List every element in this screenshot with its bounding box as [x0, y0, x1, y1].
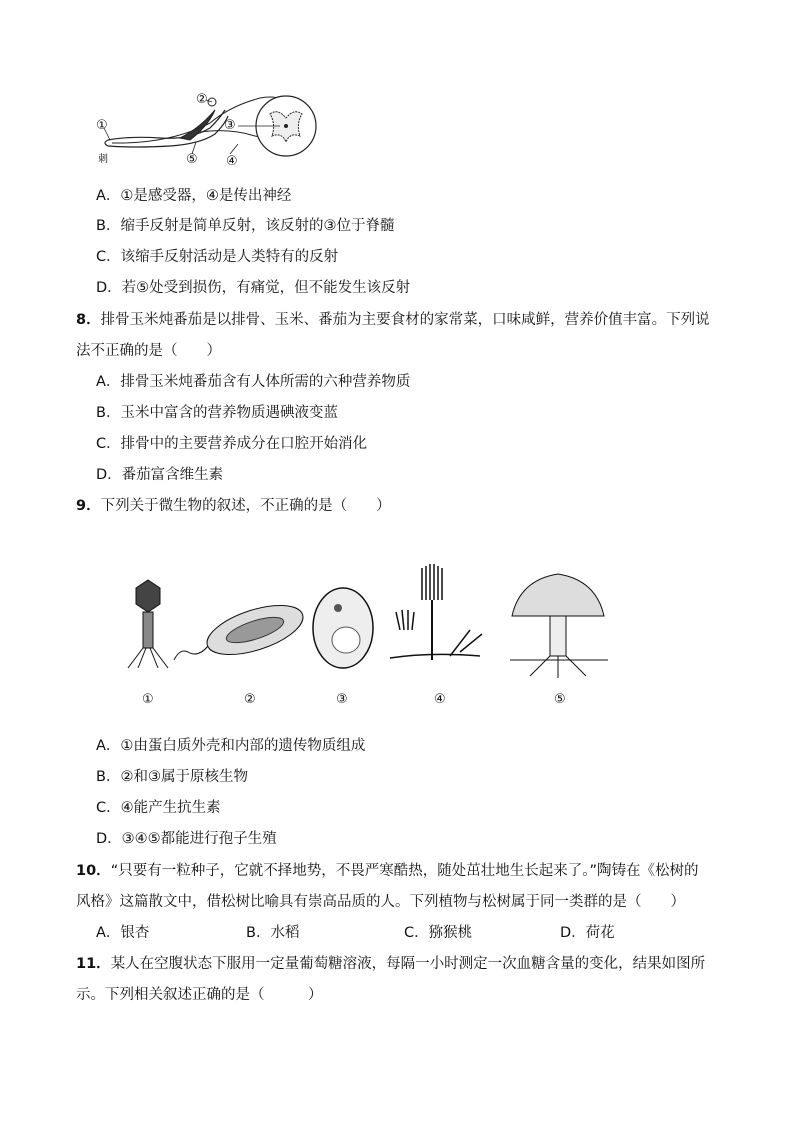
q8-option-b: B．玉米中富含的营养物质遇碘液变蓝: [96, 405, 338, 421]
bacteriophage-icon: [128, 580, 168, 668]
q9-option-b: B．②和③属于原核生物: [96, 769, 248, 785]
q8-option-c: C．排骨中的主要营养成分在口腔开始消化: [96, 436, 368, 452]
q9-option-d: D．③④⑤都能进行孢子生殖: [96, 831, 277, 847]
microbes-figure: [110, 560, 630, 710]
microbe-label-4: ④: [434, 692, 446, 707]
reflex-arc-figure: [90, 88, 330, 170]
q10-option-b: B．水稻: [246, 925, 300, 941]
q9-option-a: A．①由蛋白质外壳和内部的遗传物质组成: [96, 738, 366, 754]
reflex-label-4: ④: [226, 154, 238, 169]
q10-stem-text: “只要有一粒种子，它就不择地势，不畏严寒酷热，随处茁壮地生长起来了。”陶铸在《松树的: [110, 863, 699, 879]
microbes-drawing: [110, 560, 630, 680]
microbe-label-2: ②: [244, 692, 256, 707]
microbe-label-5: ⑤: [554, 692, 566, 707]
q8-option-a: A．排骨玉米炖番茄含有人体所需的六种营养物质: [96, 374, 411, 390]
microbe-label-3: ③: [336, 692, 348, 707]
reflex-label-2: ②: [196, 92, 208, 107]
reflex-stim-label: 刺: [98, 154, 108, 165]
reflex-arc-drawing: [90, 88, 330, 170]
q8-number: 8．: [76, 312, 101, 328]
reflex-label-1: ①: [96, 118, 108, 133]
q8-stem-text: 排骨玉米炖番茄是以排骨、玉米、番茄为主要食材的家常菜，口味咸鲜，营养价值丰富。下列说: [100, 312, 710, 328]
q11-stem-text: 某人在空腹状态下服用一定量葡萄糖溶液，每隔一小时测定一次血糖含量的变化，结果如图所: [110, 956, 706, 972]
q8-stem-line2: 法不正确的是（ ）: [76, 343, 221, 359]
q7-option-d: D．若⑤处受到损伤，有痛觉，但不能发生该反射: [96, 280, 411, 296]
q10-number: 10．: [76, 863, 111, 879]
q10-option-a: A．银杏: [96, 925, 150, 941]
q10-stem-line2: 风格》这篇散文中，借松树比喻具有崇高品质的人。下列植物与松树属于同一类群的是（ ）: [76, 894, 685, 910]
q7-option-c: C．该缩手反射活动是人类特有的反射: [96, 249, 339, 265]
q7-option-a: A．①是感受器，④是传出神经: [96, 188, 292, 204]
q7-option-b: B．缩手反射是简单反射，该反射的③位于脊髓: [96, 218, 395, 234]
reflex-label-3: ③: [224, 118, 236, 133]
q9-stem: [76, 496, 391, 516]
q9-option-c: C．④能产生抗生素: [96, 800, 221, 816]
yeast-cell-icon: [313, 588, 373, 668]
q10-stem-line1: [76, 861, 698, 881]
q9-stem-text: 下列关于微生物的叙述，不正确的是（ ）: [100, 498, 391, 514]
q11-stem-line1: [76, 954, 705, 974]
reflex-label-5: ⑤: [186, 152, 198, 167]
q8-stem-line1: [76, 310, 710, 330]
q10-option-c: C．猕猴桃: [404, 925, 473, 941]
q8-option-d: D．番茄富含维生素: [96, 467, 224, 483]
q9-number: 9．: [76, 498, 101, 514]
mushroom-icon: [510, 574, 608, 678]
bacterium-icon: [174, 596, 309, 665]
q10-option-d: D．荷花: [560, 925, 615, 941]
microbe-label-1: ①: [142, 692, 154, 707]
q11-stem-line2: 示。下列相关叙述正确的是（ ）: [76, 987, 323, 1003]
q11-number: 11．: [76, 956, 111, 972]
penicillium-icon: [390, 564, 482, 660]
